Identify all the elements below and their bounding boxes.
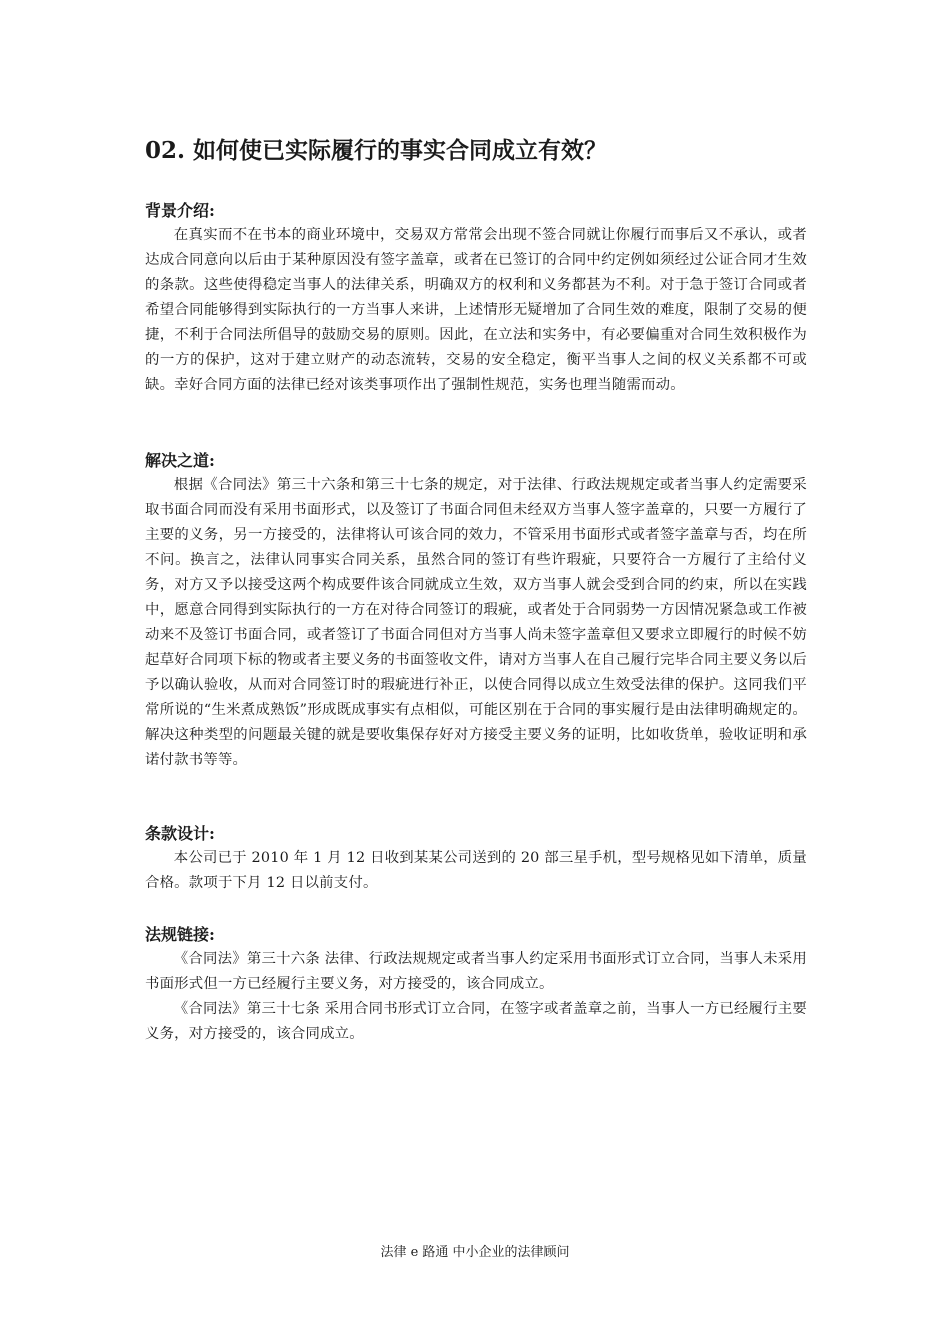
law-article-37: 《合同法》第三十七条 采用合同书形式订立合同，在签字或者盖章之前，当事人一方已经履行主要义务，对方接受的，该合同成立。	[145, 1001, 807, 1042]
law-article-36: 《合同法》第三十六条 法律、行政法规规定或者当事人约定采用书面形式订立合同，当事人未采用书面形式但一方已经履行主要义务，对方接受的，该合同成立。	[145, 951, 807, 992]
section-paragraph-background: 在真实而不在书本的商业环境中，交易双方常常会出现不签合同就让你履行而事后又不承认，或者达成合同意向以后由于某种原因没有签字盖章，或者在已签订的合同中约定例如须经过公证合同才生效的条款。这些使得稳定当事人的法律关系，明确双方的权利和义务都甚为不利。对于急于签订合同或者希望合同能够得到实际执行的一方当事人来讲，上述情形无疑增加了合同生效的难度，限制了交易的便捷，不利于合同法所倡导的鼓励交易的原则。因此，在立法和实务中，有必要偏重对合同生效积极作为的一方的保护，这对于建立财产的动态流转，交易的安全稳定，衡平当事人之间的权义关系都不可或缺。幸好合同方面的法律已经对该类事项作出了强制性规范，实务也理当随需而动。	[145, 227, 807, 393]
section-heading-solution: 解决之道:	[145, 451, 215, 470]
document-title: 02. 如何使已实际履行的事实合同成立有效？	[145, 137, 608, 164]
section-paragraph-solution: 根据《合同法》第三十六条和第三十七条的规定，对于法律、行政法规规定或者当事人约定需要采取书面合同而没有采用书面形式，以及签订了书面合同但未经双方当事人签字盖章的，只要一方履行了主要的义务，另一方接受的，法律将认可该合同的效力，不管采用书面形式或者签字盖章与否，均在所不问。换言之，法律认同事实合同关系，虽然合同的签订有些许瑕疵，只要符合一方履行了主给付义务，对方又予以接受这两个构成要件该合同就成立生效，双方当事人就会受到合同的约束，所以在实践中，愿意合同得到实际执行的一方在对待合同签订的瑕疵，或者处于合同弱势一方因情况紧急或工作被动来不及签订书面合同，或者签订了书面合同但对方当事人尚未签字盖章但又要求立即履行的时候不妨起草好合同项下标的物或者主要义务的书面签收文件，请对方当事人在自己履行完毕合同主要义务以后予以确认验收，从而对合同签订时的瑕疵进行补正，以使合同得以成立生效受法律的保护。这同我们平常所说的“生米煮成熟饭”形成既成事实有点相似，可能区别在于合同的事实履行是由法律明确规定的。解决这种类型的问题最关键的就是要收集保存好对方接受主要义务的证明，比如收货单，验收证明和承诺付款书等等。	[145, 477, 807, 768]
section-background	[145, 199, 807, 398]
section-heading-clause: 条款设计:	[145, 824, 215, 843]
section-law	[145, 923, 807, 1047]
section-heading-law: 法规链接:	[145, 925, 215, 944]
page-footer: 法律 e 路通 中小企业的法律顾问	[380, 1245, 570, 1260]
section-heading-background: 背景介绍:	[145, 201, 215, 220]
section-solution	[145, 449, 807, 773]
section-clause	[145, 822, 807, 896]
section-paragraph-clause: 本公司已于 2010 年 1 月 12 日收到某某公司送到的 20 部三星手机，型号规格见如下清单，质量合格。款项于下月 12 日以前支付。	[145, 850, 807, 891]
